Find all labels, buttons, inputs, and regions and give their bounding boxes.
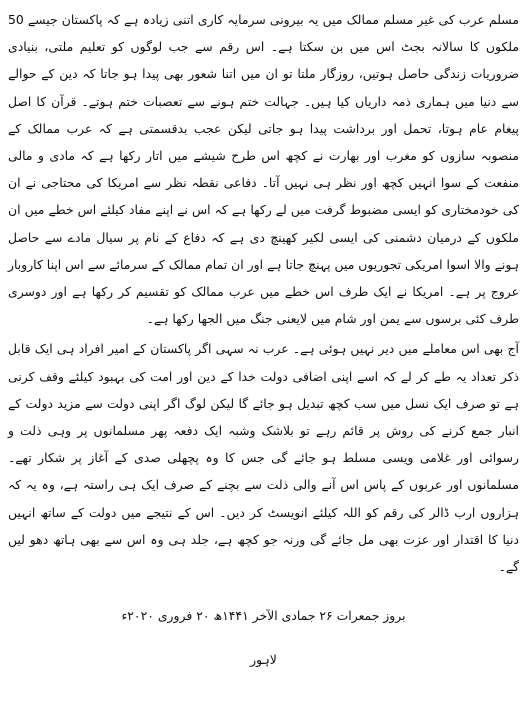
article-dateline: بروز جمعرات ۲۶ جمادی الآخر ۱۴۴۱ھ ۲۰ فروری ۲۰۲۰ء	[121, 608, 406, 624]
article-paragraph-1: مسلم عرب کی غیر مسلم ممالک میں یہ بیرونی سرمایہ کاری اتنی زیادہ ہے کہ پاکستان جیسے 50 ملکوں کا سالانہ بجٹ اس میں بن سکتا ہے۔ اس رقم سے جب لوگوں کو تعلیم ملتی، بنیادی ضروریات زندگی حاصل ہوتیں، روزگار ملتا تو ان میں اتنا شعور بھی پیدا ہو جاتا کہ دین کے حوالے سے دنیا میں ہماری ذمہ داریاں کیا ہیں۔ جہالت ختم ہونے سے تعصبات ختم ہوتے۔ قرآن کا اصل پیغام عام ہوتا، تحمل اور برداشت پیدا ہو جاتی لیکن عجب بدقسمتی ہے کہ عرب ممالک کے منصوبہ سازوں کو مغرب اور بھارت نے کچھ اس طرح شیشے میں اتار رکھا ہے کہ مادی و مالی منفعت کے سوا انہیں کچھ اور نظر ہی نہیں آتا۔ دفاعی نقطہ نظر سے امریکا کی محتاجی نے ان کی خودمختاری کو ایسی مضبوط گرفت میں لے رکھا ہے کہ اس نے اپنے مفاد کیلئے اس خطے میں ان ملکوں کے درمیان دشمنی کی ایسی لکیر کھینچ دی ہے کہ دفاع کے نام پر سیال مادے سے حاصل ہونے والا اسوا امریکی تجوریوں میں پہنچ جاتا ہے اور ان تمام ممالک کے سرمائے سے اس اپنا کاروبار عروج پر ہے۔ امریکا نے ایک طرف اس خطے میں عرب ممالک کو تقسیم کر رکھا ہے اور دوسری طرف کئی برسوں سے یمن اور شام میں لایعنی جنگ میں الجھا رکھا ہے۔	[8, 12, 519, 327]
article-place: لاہور	[250, 652, 277, 668]
article-paragraph-2: آج بھی اس معاملے میں دیر نہیں ہوئی ہے۔ عرب نہ سہی اگر پاکستان کے امیر افراد ہی ایک قابل ذکر تعداد یہ طے کر لے کہ اسے اپنی اضافی دولت خدا کے دین اور امت کی بہبود کیلئے وقف کرنی ہے تو صرف ایک نسل میں سب کچھ تبدیل ہو جائے گا لیکن لوگ اگر اپنی دولت سے مزید دولت کے انبار جمع کرنے کی روش پر قائم رہے تو بلاشک وشبہ ایک دفعہ پھر مسلمانوں پر وہی ذلت و رسوائی اور غلامی ویسی مسلط ہو جائے گی جس کا وہ پچھلی صدی کے آغاز پر شکار تھے۔ مسلمانوں اور عربوں کے پاس اس آنے والی ذلت سے بچنے کے صرف ایک ہی راستہ ہے، وہ یہ کہ ہزاروں ارب ڈالر کی رقم کو اللہ کیلئے انویسٹ کر دیں۔ اس کے نتیجے میں دولت کے ساتھ انہیں دنیا کا اقتدار اور عزت بھی مل جائے گی ورنہ جو کچھ ہے، جلد ہی وہ اس سے بھی ہاتھ دھو لیں گے۔	[8, 341, 519, 575]
